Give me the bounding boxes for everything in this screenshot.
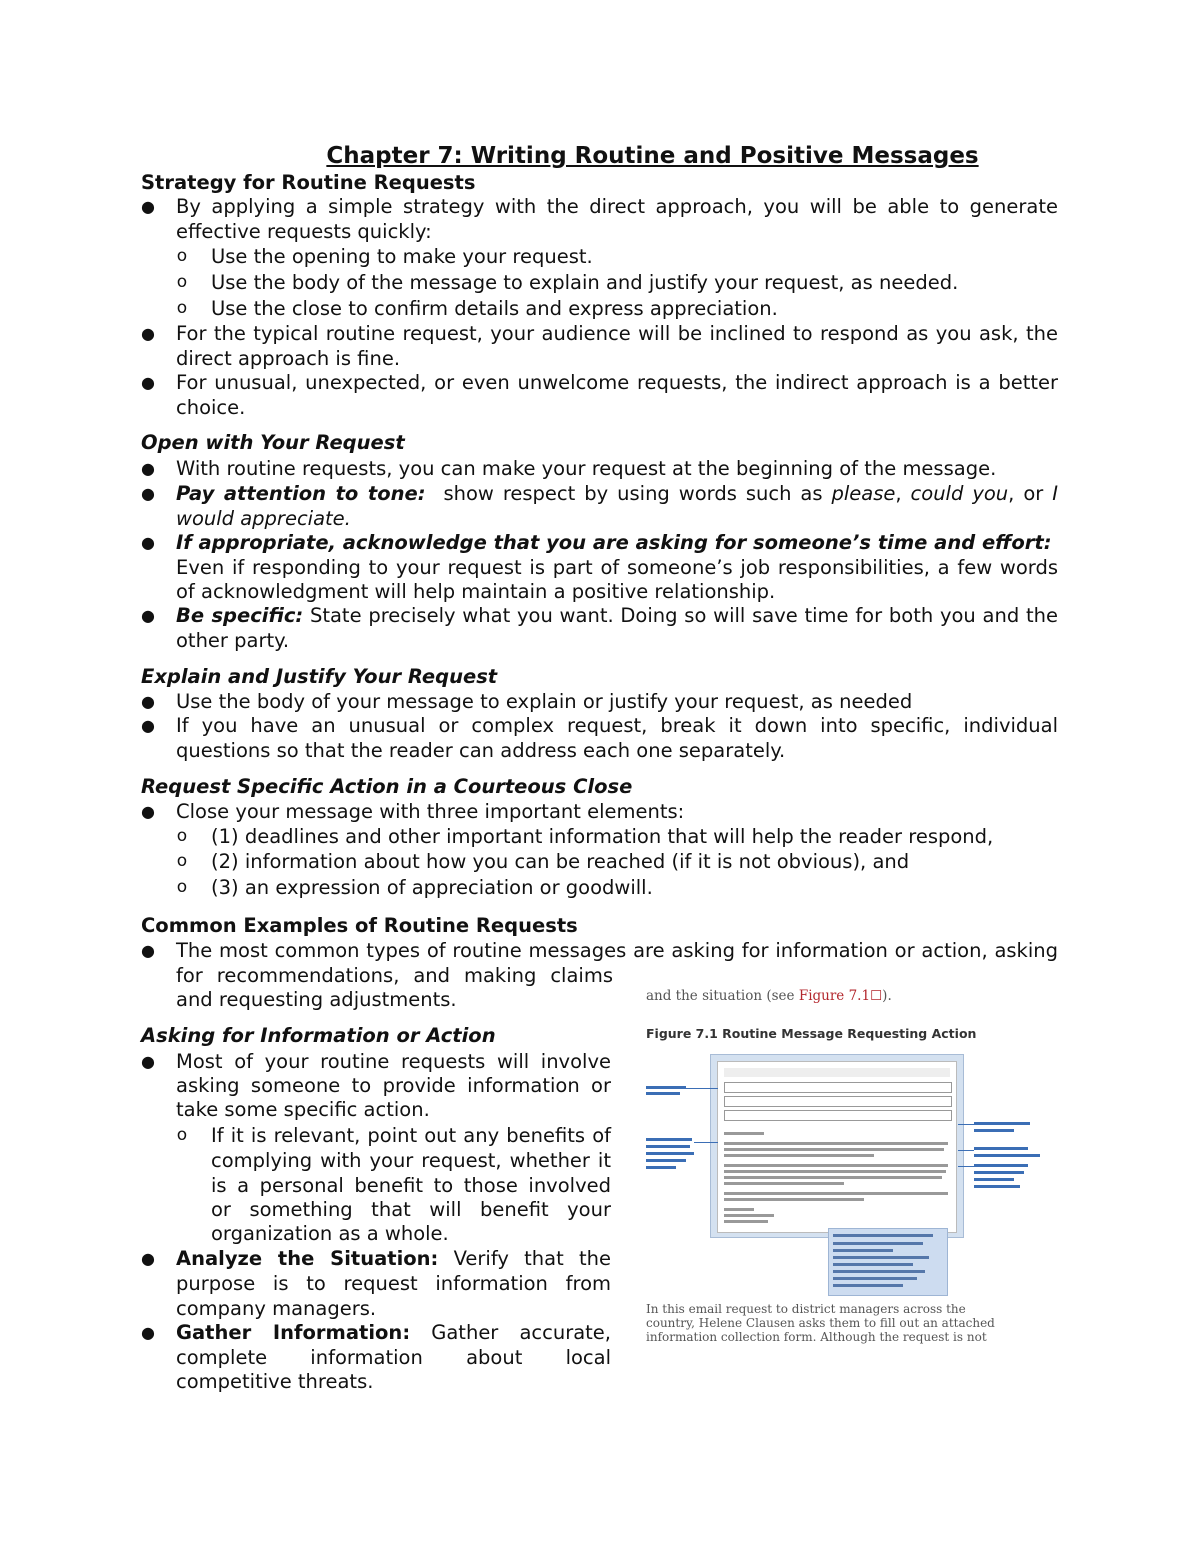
tips-line (833, 1242, 923, 1245)
annotation-left (646, 1159, 686, 1162)
s5-b1-line2: for recommendations, and making claims (176, 964, 613, 987)
heading-explain-justify: Explain and Justify Your Request (141, 665, 498, 688)
s6-b3-line1 (176, 1320, 611, 1345)
tips-box (828, 1228, 948, 1296)
sub-bullet-icon: o (176, 1125, 188, 1145)
annotation-connector (958, 1150, 974, 1151)
figure-caption-top (646, 988, 892, 1004)
s6-b1-line1: Most of your routine requests will involve (176, 1050, 611, 1073)
s2-b4-text: State precisely what you want. Doing so will save time for both you and the (309, 604, 1058, 627)
bullet-icon: ● (141, 606, 155, 625)
email-mockup-window (717, 1061, 957, 1233)
annotation-left (646, 1092, 680, 1095)
s2-b4-line1 (176, 603, 1058, 628)
mock-field (724, 1082, 952, 1093)
mock-text-line (724, 1142, 948, 1145)
bullet-icon: ● (141, 692, 155, 711)
s4-sub-2: (2) information about how you can be reached (if it is not obvious), and (211, 850, 910, 873)
s6-b1-line3: take some specific action. (176, 1098, 430, 1121)
annotation-right (974, 1129, 1014, 1132)
bullet-icon: ● (141, 802, 155, 821)
sub-bullet-icon: o (176, 272, 188, 292)
s1-b2-line1: For the typical routine request, your audience will be inclined to respond as you ask, the (176, 322, 1058, 345)
annotation-connector (958, 1124, 974, 1125)
annotation-left (646, 1145, 690, 1148)
s3-b1: Use the body of your message to explain or justify your request, as needed (176, 690, 913, 713)
embedded-figure (640, 982, 1060, 1362)
sub-bullet-icon: o (176, 298, 188, 318)
s2-b2-line2: would appreciate. (176, 507, 351, 530)
s6-b3-lead: Gather Information: (176, 1321, 411, 1344)
annotation-left (646, 1086, 686, 1089)
bullet-icon: ● (141, 373, 155, 392)
bullet-icon: ● (141, 533, 155, 552)
mock-text-line (724, 1164, 948, 1167)
mock-header (724, 1068, 950, 1077)
s2-b2-or: , or (1008, 482, 1044, 505)
email-mockup-image (710, 1054, 964, 1238)
annotation-right (974, 1185, 1020, 1188)
annotation-left (646, 1166, 676, 1169)
s6-sub-line1: If it is relevant, point out any benefits of (211, 1124, 611, 1147)
mock-text-line (724, 1198, 864, 1201)
heading-open-request: Open with Your Request (141, 431, 405, 454)
heading-strategy: Strategy for Routine Requests (141, 171, 476, 194)
s1-b3-line1: For unusual, unexpected, or even unwelcome requests, the indirect approach is a better (176, 371, 1058, 394)
s6-b2-line2: purpose is to request information from (176, 1272, 611, 1295)
mock-text-line (724, 1170, 946, 1173)
bullet-icon: ● (141, 459, 155, 478)
bullet-icon: ● (141, 484, 155, 503)
mock-text-line (724, 1214, 774, 1217)
mock-field (724, 1096, 952, 1107)
tips-line (833, 1277, 917, 1280)
s1-b3-line2: choice. (176, 396, 246, 419)
bullet-icon: ● (141, 1323, 155, 1342)
mock-text-line (724, 1182, 844, 1185)
sub-bullet-icon: o (176, 877, 188, 897)
bullet-icon: ● (141, 716, 155, 735)
s5-b1-line3: and requesting adjustments. (176, 988, 457, 1011)
s6-sub-line5: organization as a whole. (211, 1222, 449, 1245)
s6-b2-line3: company managers. (176, 1297, 377, 1320)
s6-sub-line3: is a personal benefit to those involved (211, 1174, 611, 1197)
s6-b3-text: Gather accurate, (431, 1321, 612, 1344)
link-icon: ☐ (870, 988, 883, 1004)
s6-b3-line3: competitive threats. (176, 1370, 374, 1393)
tips-line (833, 1256, 929, 1259)
s2-b3-lead: If appropriate, acknowledge that you are asking for someone’s time and effort: (176, 531, 1052, 554)
mock-text-line (724, 1148, 944, 1151)
bullet-icon: ● (141, 324, 155, 343)
bullet-icon: ● (141, 1249, 155, 1268)
s1-b1-line2: effective requests quickly: (176, 220, 432, 243)
s2-b2-i: I (1052, 482, 1058, 505)
s4-sub-1: (1) deadlines and other important information that will help the reader respond, (211, 825, 994, 848)
mock-text-line (724, 1132, 764, 1135)
s6-sub-line4: or something that will benefit your (211, 1198, 611, 1221)
annotation-connector (958, 1166, 974, 1167)
tips-line (833, 1284, 903, 1287)
heading-common-examples: Common Examples of Routine Requests (141, 914, 578, 937)
s2-b2-comma: , (895, 482, 902, 505)
bullet-icon: ● (141, 1052, 155, 1071)
annotation-connector (686, 1088, 718, 1089)
annotation-right (974, 1171, 1024, 1174)
figure-bottom-line2: country, Helene Clausen asks them to fill out an attached (646, 1316, 995, 1330)
s1-sub-2: Use the body of the message to explain and justify your request, as needed. (211, 271, 959, 294)
s2-b4-line2: other party. (176, 629, 290, 652)
mock-text-line (724, 1154, 874, 1157)
s5-b1-line1: The most common types of routine messages are asking for information or action, asking (176, 939, 1058, 962)
mock-text-line (724, 1220, 768, 1223)
s6-b1-line2: asking someone to provide information or (176, 1074, 611, 1097)
s6-b2-text: Verify that the (453, 1247, 611, 1270)
bullet-icon: ● (141, 197, 155, 216)
s6-sub-line2: complying with your request, whether it (211, 1149, 611, 1172)
figure-title: Figure 7.1 Routine Message Requesting Action (646, 1026, 977, 1041)
s4-sub-3: (3) an expression of appreciation or goodwill. (211, 876, 653, 899)
tips-line (833, 1270, 925, 1273)
heading-asking-info: Asking for Information or Action (141, 1024, 496, 1047)
figure-caption-end: ). (882, 988, 892, 1004)
tips-line (833, 1249, 893, 1252)
s3-b2-line2: questions so that the reader can address each one separately. (176, 739, 786, 762)
annotation-left (646, 1138, 692, 1141)
s1-sub-1: Use the opening to make your request. (211, 245, 593, 268)
annotation-right (974, 1164, 1028, 1167)
s6-b2-lead: Analyze the Situation: (176, 1247, 439, 1270)
sub-bullet-icon: o (176, 851, 188, 871)
s2-b2-could-you: could you (910, 482, 1009, 505)
s2-b4-lead: Be specific: (176, 604, 304, 627)
heading-courteous-close: Request Specific Action in a Courteous Close (141, 775, 633, 798)
s4-b1: Close your message with three important elements: (176, 800, 685, 823)
sub-bullet-icon: o (176, 246, 188, 266)
s2-b2-please: please (831, 482, 896, 505)
s1-b2-line2: direct approach is fine. (176, 347, 401, 370)
s2-b2-line1 (176, 481, 1058, 506)
figure-caption-text: and the situation (see (646, 988, 795, 1004)
s6-b2-line1 (176, 1246, 611, 1271)
mock-text-line (724, 1176, 942, 1179)
annotation-connector (694, 1142, 718, 1143)
bullet-icon: ● (141, 941, 155, 960)
page-title: Chapter 7: Writing Routine and Positive Messages (326, 143, 979, 169)
figure-bottom-line1: In this email request to district managers across the (646, 1302, 966, 1316)
annotation-right (974, 1154, 1040, 1157)
s2-b2-text: show respect by using words such as (443, 482, 823, 505)
annotation-left (646, 1152, 694, 1155)
s2-b3-line1: Even if responding to your request is part of someone’s job responsibilities, a few words (176, 556, 1058, 579)
figure-bottom-line3: information collection form. Although the request is not (646, 1330, 987, 1344)
mock-field (724, 1110, 952, 1121)
s2-b3-line2: of acknowledgment will help maintain a positive relationship. (176, 580, 776, 603)
s6-b3-line2: complete information about local (176, 1346, 611, 1369)
s1-sub-3: Use the close to confirm details and express appreciation. (211, 297, 778, 320)
annotation-right (974, 1178, 1014, 1181)
s2-b2-lead: Pay attention to tone: (176, 482, 426, 505)
sub-bullet-icon: o (176, 826, 188, 846)
figure-link: Figure 7.1 (798, 988, 871, 1004)
mock-text-line (724, 1208, 754, 1211)
s2-b1: With routine requests, you can make your request at the beginning of the message. (176, 457, 997, 480)
annotation-right (974, 1122, 1030, 1125)
mock-text-line (724, 1192, 948, 1195)
tips-line (833, 1234, 933, 1237)
s3-b2-line1: If you have an unusual or complex request, break it down into specific, individual (176, 714, 1058, 737)
annotation-right (974, 1147, 1028, 1150)
tips-line (833, 1263, 913, 1266)
s1-b1-line1: By applying a simple strategy with the direct approach, you will be able to generate (176, 195, 1058, 218)
